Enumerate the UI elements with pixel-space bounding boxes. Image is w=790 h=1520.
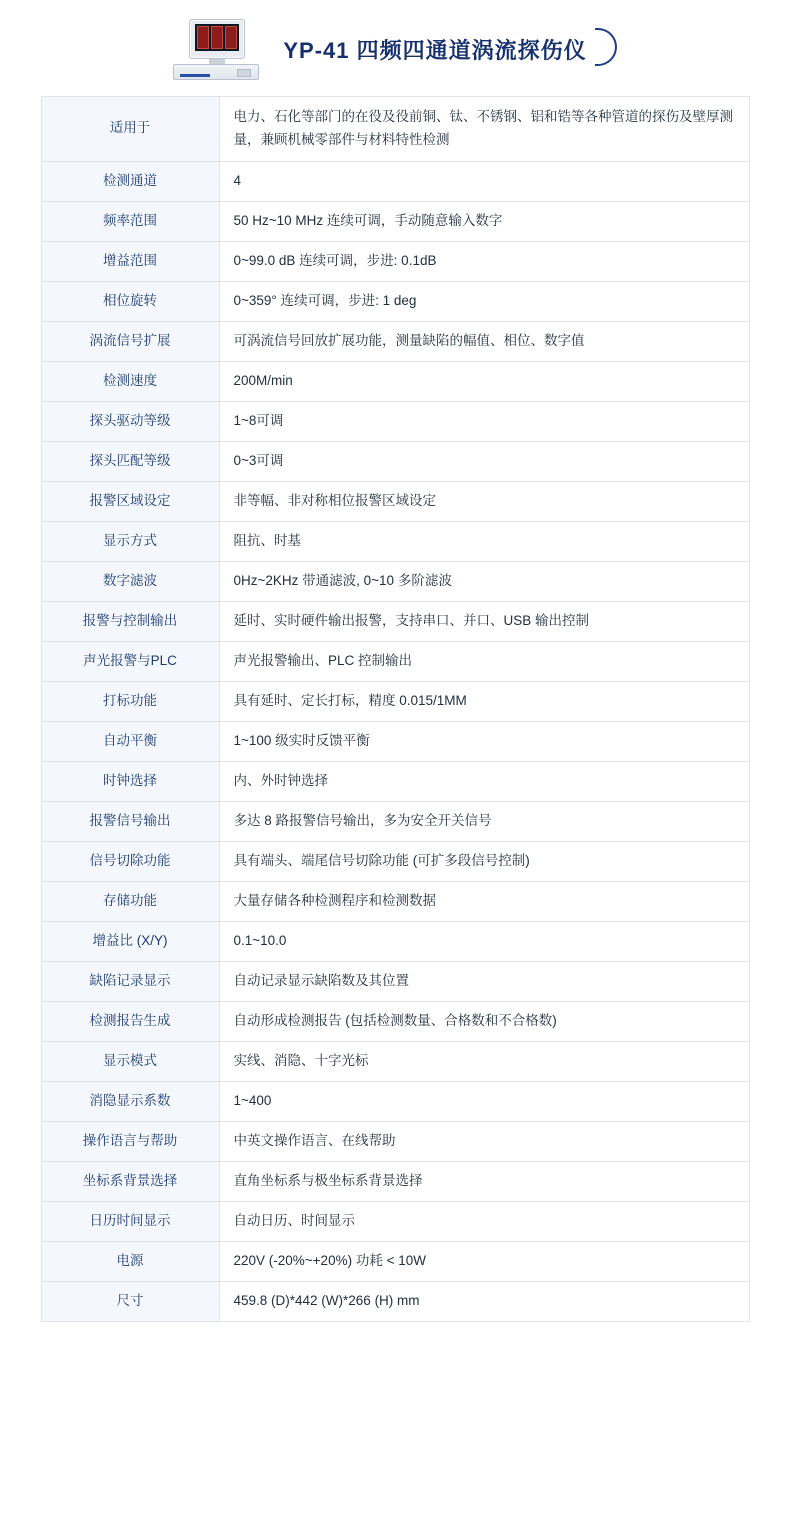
spec-value: 实线、消隐、十字光标 <box>219 1041 749 1081</box>
table-row <box>41 201 749 241</box>
spec-value: 电力、石化等部门的在役及役前铜、钛、不锈钢、铝和锆等各种管道的探伤及壁厚测量，兼顾机械零部件与材料特性检测 <box>219 97 749 162</box>
table-row <box>41 881 749 921</box>
spec-value: 自动形成检测报告 (包括检测数量、合格数和不合格数) <box>219 1001 749 1041</box>
spec-value: 459.8 (D)*442 (W)*266 (H) mm <box>219 1281 749 1321</box>
spec-value: 0Hz~2KHz 带通滤波, 0~10 多阶滤波 <box>219 561 749 601</box>
table-row <box>41 1281 749 1321</box>
spec-value: 多达 8 路报警信号输出，多为安全开关信号 <box>219 801 749 841</box>
spec-label: 声光报警与PLC <box>41 641 219 681</box>
spec-value: 非等幅、非对称相位报警区域设定 <box>219 481 749 521</box>
table-row <box>41 561 749 601</box>
spec-label: 时钟选择 <box>41 761 219 801</box>
specification-table <box>41 96 750 1322</box>
table-row <box>41 1241 749 1281</box>
page-title: YP-41 四频四通道涡流探伤仪 <box>283 37 587 63</box>
spec-value: 0~3可调 <box>219 441 749 481</box>
specification-table-body <box>41 97 749 1322</box>
spec-value: 1~400 <box>219 1081 749 1121</box>
table-row <box>41 841 749 881</box>
table-row <box>41 1001 749 1041</box>
spec-value: 0~359° 连续可调，步进: 1 deg <box>219 281 749 321</box>
spec-label: 报警信号输出 <box>41 801 219 841</box>
spec-label: 增益比 (X/Y) <box>41 921 219 961</box>
spec-label: 显示模式 <box>41 1041 219 1081</box>
spec-value: 0~99.0 dB 连续可调，步进: 0.1dB <box>219 241 749 281</box>
spec-label: 检测通道 <box>41 161 219 201</box>
spec-value: 可涡流信号回放扩展功能，测量缺陷的幅值、相位、数字值 <box>219 321 749 361</box>
table-row <box>41 441 749 481</box>
spec-label: 检测速度 <box>41 361 219 401</box>
spec-label: 坐标系背景选择 <box>41 1161 219 1201</box>
table-row <box>41 761 749 801</box>
table-row <box>41 921 749 961</box>
spec-value: 自动日历、时间显示 <box>219 1201 749 1241</box>
spec-value: 220V (-20%~+20%) 功耗 < 10W <box>219 1241 749 1281</box>
spec-label: 日历时间显示 <box>41 1201 219 1241</box>
spec-label: 报警与控制输出 <box>41 601 219 641</box>
spec-value: 具有延时、定长打标，精度 0.015/1MM <box>219 681 749 721</box>
table-row <box>41 481 749 521</box>
table-row <box>41 401 749 441</box>
spec-label: 检测报告生成 <box>41 1001 219 1041</box>
table-row <box>41 961 749 1001</box>
spec-label: 尺寸 <box>41 1281 219 1321</box>
spec-value: 4 <box>219 161 749 201</box>
spec-label: 电源 <box>41 1241 219 1281</box>
title-container <box>269 26 616 75</box>
table-row <box>41 1201 749 1241</box>
spec-label: 操作语言与帮助 <box>41 1121 219 1161</box>
table-row <box>41 1161 749 1201</box>
spec-value: 具有端头、端尾信号切除功能 (可扩多段信号控制) <box>219 841 749 881</box>
spec-value: 1~8可调 <box>219 401 749 441</box>
table-row <box>41 801 749 841</box>
spec-value: 内、外时钟选择 <box>219 761 749 801</box>
spec-label: 相位旋转 <box>41 281 219 321</box>
page-header <box>0 0 790 96</box>
spec-value: 自动记录显示缺陷数及其位置 <box>219 961 749 1001</box>
table-row <box>41 281 749 321</box>
spec-value: 50 Hz~10 MHz 连续可调，手动随意输入数字 <box>219 201 749 241</box>
table-row <box>41 641 749 681</box>
spec-value: 200M/min <box>219 361 749 401</box>
table-row <box>41 321 749 361</box>
spec-label: 信号切除功能 <box>41 841 219 881</box>
table-row <box>41 97 749 162</box>
table-row <box>41 1041 749 1081</box>
spec-value: 0.1~10.0 <box>219 921 749 961</box>
spec-label: 频率范围 <box>41 201 219 241</box>
spec-label: 适用于 <box>41 97 219 162</box>
spec-label: 显示方式 <box>41 521 219 561</box>
table-row <box>41 721 749 761</box>
spec-label: 探头匹配等级 <box>41 441 219 481</box>
table-row <box>41 361 749 401</box>
table-row <box>41 161 749 201</box>
spec-label: 存储功能 <box>41 881 219 921</box>
spec-value: 直角坐标系与极坐标系背景选择 <box>219 1161 749 1201</box>
title-bracket-decoration <box>595 28 617 66</box>
instrument-chassis <box>173 64 259 80</box>
spec-label: 自动平衡 <box>41 721 219 761</box>
spec-value: 中英文操作语言、在线帮助 <box>219 1121 749 1161</box>
table-row <box>41 601 749 641</box>
spec-label: 数字滤波 <box>41 561 219 601</box>
spec-value: 大量存储各种检测程序和检测数据 <box>219 881 749 921</box>
spec-value: 1~100 级实时反馈平衡 <box>219 721 749 761</box>
table-row <box>41 1121 749 1161</box>
spec-label: 涡流信号扩展 <box>41 321 219 361</box>
table-row <box>41 521 749 561</box>
spec-label: 消隐显示系数 <box>41 1081 219 1121</box>
monitor-screen <box>195 24 239 51</box>
spec-label: 缺陷记录显示 <box>41 961 219 1001</box>
desktop-eddy-current-instrument-icon <box>173 19 259 81</box>
spec-label: 打标功能 <box>41 681 219 721</box>
table-row <box>41 241 749 281</box>
spec-value: 阻抗、时基 <box>219 521 749 561</box>
spec-label: 报警区域设定 <box>41 481 219 521</box>
table-row <box>41 681 749 721</box>
spec-value: 延时、实时硬件输出报警，支持串口、并口、USB 输出控制 <box>219 601 749 641</box>
table-row <box>41 1081 749 1121</box>
spec-label: 增益范围 <box>41 241 219 281</box>
spec-value: 声光报警输出、PLC 控制输出 <box>219 641 749 681</box>
spec-label: 探头驱动等级 <box>41 401 219 441</box>
monitor-icon <box>189 19 245 59</box>
